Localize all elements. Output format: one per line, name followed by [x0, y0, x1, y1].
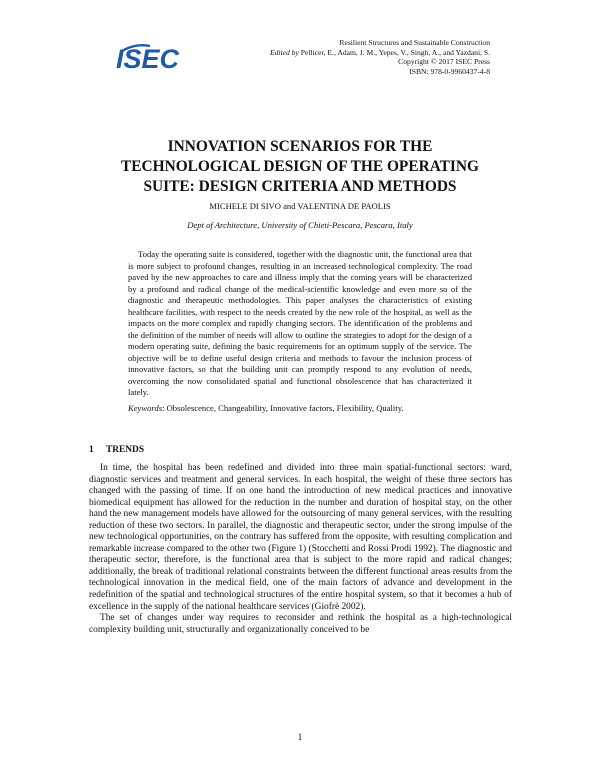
logo-text: ISEC: [116, 44, 180, 74]
section-number: 1: [89, 445, 94, 455]
isec-logo: [116, 42, 194, 76]
title-line: TECHNOLOGICAL DESIGN OF THE OPERATING: [120, 158, 480, 175]
paragraph: The set of changes under way requires to reconsider and rethink the hospital as a high-technological complexity building unit, structurally and organizationally conceived to be: [89, 613, 512, 635]
section-heading: [89, 445, 144, 455]
proceedings-header: [270, 38, 490, 76]
editors-line: [270, 48, 490, 58]
keywords-label: Keywords: [128, 403, 163, 413]
keywords: [128, 403, 472, 413]
page-number: 1: [297, 733, 303, 743]
abstract: Today the operating suite is considered, together with the diagnostic unit, the functional area that is more subject to profound changes, resulting in an increased technological complexity. The road paved by the new approaches to care and illness imply that the coming years will be characterized by a profound and radical change of the medical-scientific knowledge and even more so of the diagnostic and therapeutic methodologies. This paper analyses the characteristics of existing healthcare facilities, with respect to the needs created by the new role of the hospital, as well as the impacts on the more complex and rapidly changing sectors. The identification of the problems and the definition of the number of needs will allow to outline the strategies to adopt for the design of a modern operating suite, defining the basic requirements for an optimum supply of the service. The objective will be to define useful design criteria and methods to favour the inclusion process of innovative factors, so that the building unit can promptly respond to any evolution of needs, overcoming the now consolidated spatial and functional obsolescence that has characterized it lately.: [128, 249, 472, 397]
isbn: ISBN: 978-0-9960437-4-8: [409, 66, 490, 76]
keywords-list: : Obsolescence, Changeability, Innovative factors, Flexibility, Quality.: [162, 403, 404, 413]
section-body: [89, 463, 512, 636]
proceedings-title: Resilient Structures and Sustainable Construction: [339, 38, 490, 47]
title-line: INNOVATION SCENARIOS FOR THE: [167, 138, 433, 155]
copyright: Copyright © 2017 ISEC Press: [398, 57, 490, 67]
paper-title: [80, 137, 520, 197]
paragraph: In time, the hospital has been redefined and divided into three main spatial-functional sectors: ward, diagnostic services and treatment and general services. In each hospital, the weight of these three sectors has changed with the passing of time. If on one hand the introduction of new medical practices and innovative biomedical equipment has allowed for the reduction in the number and duration of hospital stay, on the other hand the new management models have allowed for the outsourcing of many general services, with the resulting reduction of these two sectors. In parallel, the diagnostic and therapeutic sector, under the strong impulse of the new technological opportunities, on the contrary has suffered from the opposite, with resulting complication and remarkable increase compared to the other two (Figure 1) (Stocchetti and Rossi Prodi 1992). The diagnostic and therapeutic sector, therefore, is the functional area that is subject to the more rapid and radical changes; additionally, the break of traditional relational constraints between the different functional areas results from the technological innovation in the medical field, one of the main factors of advance and development in the redefinition of the spatial and technological structures of the entire hospital system, so that it becomes a hub of excellence in the supply of the national healthcare services (Giofrè 2002).: [89, 463, 512, 612]
edited-by-label: Edited by: [269, 47, 299, 57]
affiliation: Dept of Architecture, University of Chieti-Pescara, Pescara, Italy: [187, 220, 413, 230]
authors: MICHELE DI SIVO and VALENTINA DE PAOLIS: [209, 201, 391, 211]
title-line: SUITE: DESIGN CRITERIA AND METHODS: [143, 178, 457, 195]
section-title: TRENDS: [106, 445, 145, 455]
editors: Pellicer, E., Adam, J. M., Yepes, V., Singh, A., and Yazdani, S.: [300, 47, 490, 57]
